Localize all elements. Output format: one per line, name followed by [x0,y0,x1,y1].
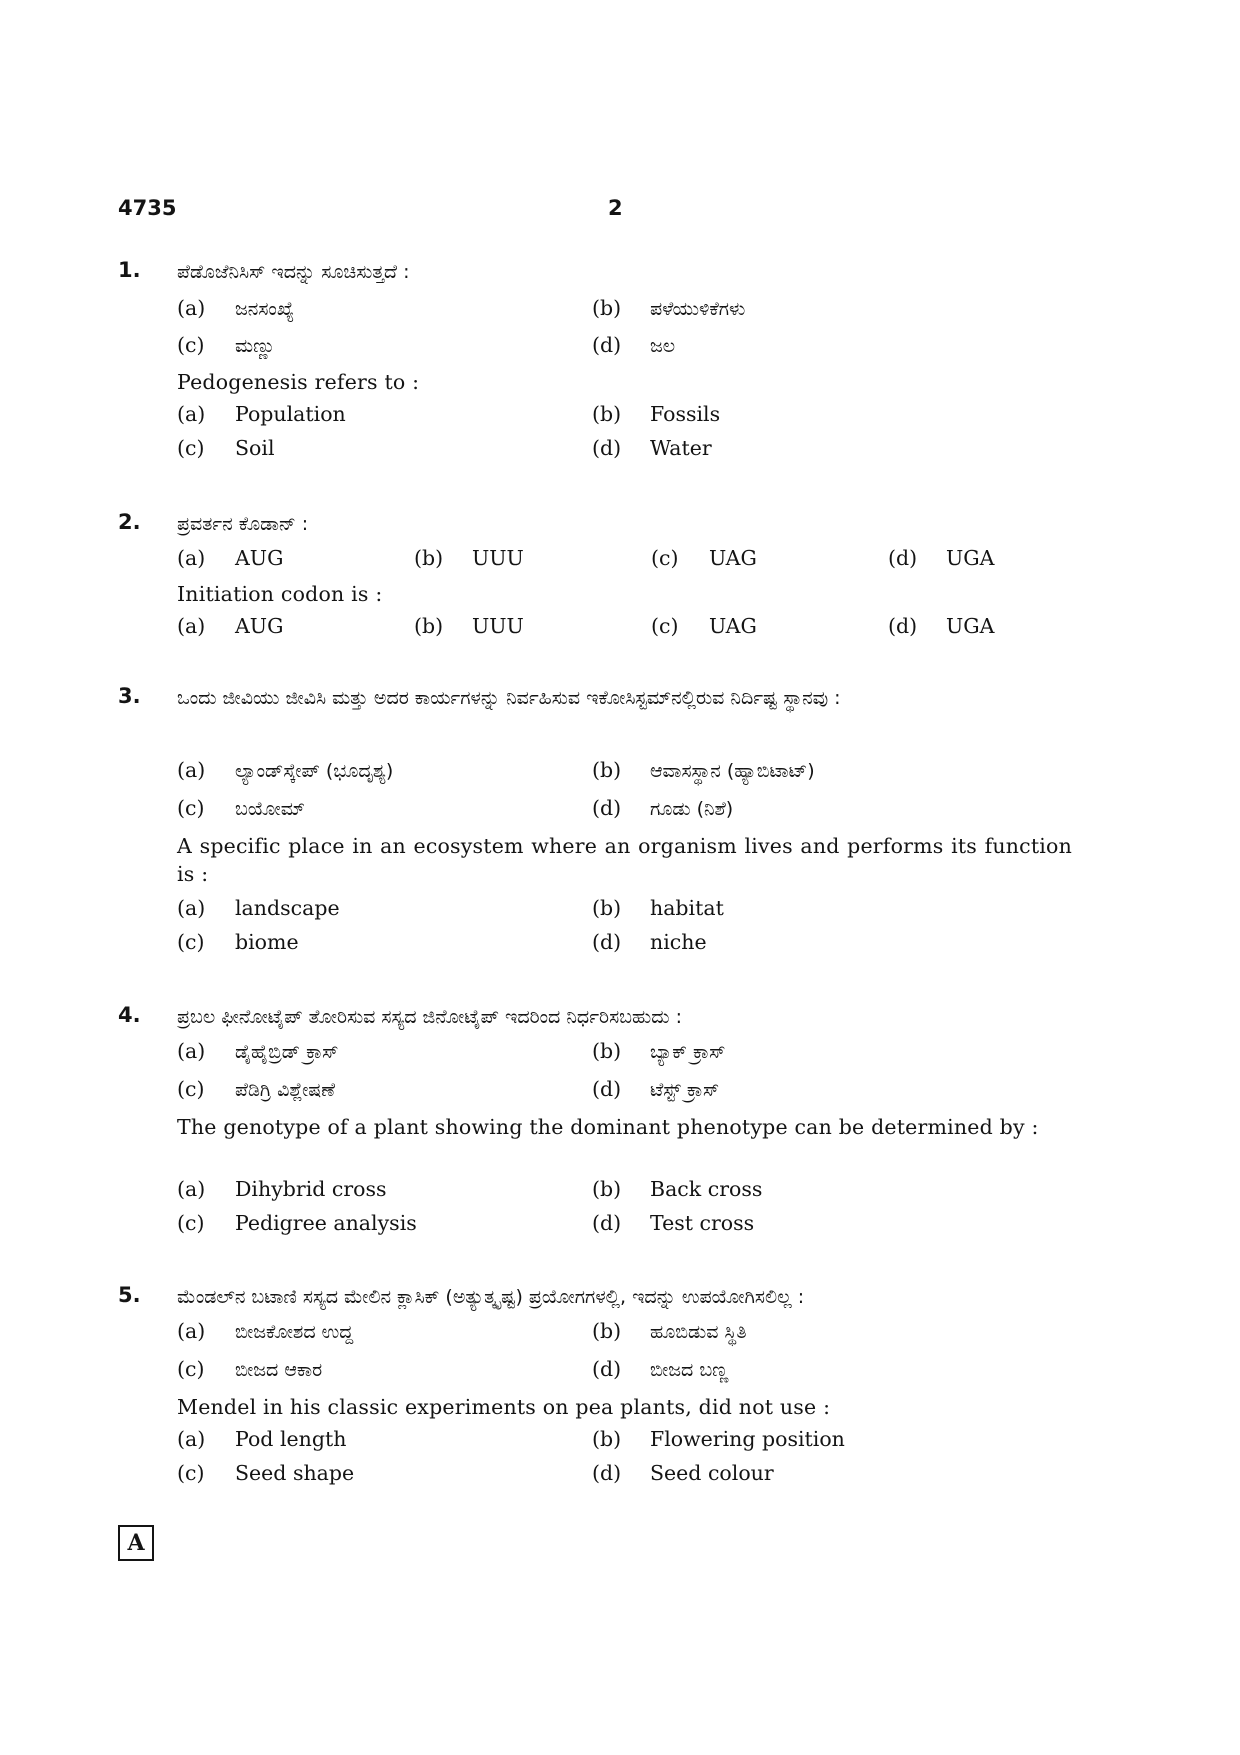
option-b: (b) ಹೂಬಿಡುವ ಸ್ಥಿತಿ [592,1319,747,1343]
option-b: (b) Fossils [592,402,721,426]
question-number: 4. [118,1003,141,1027]
option-c: (c) biome [177,930,299,954]
option-a: (a) Pod length [177,1427,347,1451]
question-stem-kannada: ಪೆಡೊಜೆನಿಸಿಸ್ ಇದನ್ನು ಸೂಚಿಸುತ್ತದೆ : [177,261,410,283]
option-row [0,402,1240,432]
option-row [0,1357,1240,1387]
page-header [0,196,1240,226]
option-a: (a) landscape [177,896,340,920]
option-c: (c) ಬೀಜದ ಆಕಾರ [177,1357,323,1381]
option-row [0,896,1240,926]
option-row [0,1039,1240,1069]
question-number: 5. [118,1283,141,1307]
question-stem-kannada: ಪ್ರವರ್ತನ ಕೊಡಾನ್ : [177,513,309,535]
option-a: (a) Dihybrid cross [177,1177,387,1201]
option-a: (a) AUG [177,614,284,638]
option-d: (d) UGA [888,614,995,638]
option-b: (b) Flowering position [592,1427,845,1451]
option-row [0,1177,1240,1207]
question-stem-english: Pedogenesis refers to : [177,370,420,394]
question-number: 2. [118,510,141,534]
option-c: (c) ಬಯೋಮ್ [177,796,305,820]
option-a: (a) ಬೀಜಕೋಶದ ಉದ್ದ [177,1319,354,1343]
question-number: 3. [118,684,141,708]
option-c: (c) Seed shape [177,1461,355,1485]
option-c: (c) ಪೆಡಿಗ್ರಿ ವಿಶ್ಲೇಷಣೆ [177,1077,336,1101]
option-row [0,1077,1240,1107]
option-row [0,758,1240,788]
option-row [0,1319,1240,1349]
series-badge: A [118,1525,154,1561]
option-d: (d) Seed colour [592,1461,774,1485]
question-stem-english: A specific place in an ecosystem where an organism lives and performs its function is : [177,834,1072,886]
option-row [0,296,1240,326]
question-stem-kannada: ಮೆಂಡಲ್‌ನ ಬಟಾಣಿ ಸಸ್ಯದ ಮೇಲಿನ ಕ್ಲಾಸಿಕ್ (ಅತ್ಯುತ್ಕೃಷ್ಟ) ಪ್ರಯೋಗಗಳಲ್ಲಿ, ಇದನ್ನು ಉಪಯೋಗಿಸಲಿಲ್ಲ : [177,1286,805,1308]
option-d: (d) Water [592,436,712,460]
option-d: (d) UGA [888,546,995,570]
option-b: (b) habitat [592,896,724,920]
option-row [0,614,1240,644]
option-row [0,546,1240,576]
question-stem-kannada: ಪ್ರಬಲ ಫೀನೋಟೈಪ್ ತೋರಿಸುವ ಸಸ್ಯದ ಜಿನೋಟೈಪ್ ಇದರಿಂದ ನಿರ್ಧರಿಸಬಹುದು : [177,1006,682,1028]
option-d: (d) ಗೂಡು (ನಿಶೆ) [592,796,734,820]
page-number: 2 [608,196,623,220]
option-a: (a) AUG [177,546,284,570]
option-b: (b) Back cross [592,1177,763,1201]
option-d: (d) Test cross [592,1211,755,1235]
option-row [0,796,1240,826]
question-stem-english: Mendel in his classic experiments on pea plants, did not use : [177,1395,831,1419]
paper-code: 4735 [118,196,177,220]
option-row [0,1461,1240,1491]
option-c: (c) Pedigree analysis [177,1211,417,1235]
option-a: (a) ಡೈಹೈಬ್ರಿಡ್ ಕ್ರಾಸ್ [177,1039,339,1063]
option-d: (d) ಜಲ [592,333,676,357]
option-a: (a) ಲ್ಯಾಂಡ್‌ಸ್ಕೇಪ್ (ಭೂದೃಶ್ಯ) [177,758,394,782]
option-b: (b) ಪಳೆಯುಳಿಕೆಗಳು [592,296,746,320]
option-a: (a) ಜನಸಂಖ್ಯೆ [177,296,295,320]
option-a: (a) Population [177,402,346,426]
option-row [0,333,1240,363]
question-stem-english: The genotype of a plant showing the dominant phenotype can be determined by : [177,1115,1039,1139]
option-d: (d) niche [592,930,707,954]
option-c: (c) UAG [651,546,757,570]
option-b: (b) UUU [414,546,524,570]
question-stem-english: Initiation codon is : [177,582,383,606]
option-d: (d) ಬೀಜದ ಬಣ್ಣ [592,1357,729,1381]
option-c: (c) UAG [651,614,757,638]
option-b: (b) UUU [414,614,524,638]
option-c: (c) Soil [177,436,275,460]
option-row [0,930,1240,960]
question-number: 1. [118,258,141,282]
question-stem-kannada: ಒಂದು ಜೀವಿಯು ಜೀವಿಸಿ ಮತ್ತು ಅದರ ಕಾರ್ಯಗಳನ್ನು ನಿರ್ವಹಿಸುವ ಇಕೋಸಿಸ್ಟಮ್‌ನಲ್ಲಿರುವ ನಿರ್ದಿಷ್ಟ ಸ್ಥಾನವು : [177,687,841,709]
option-row [0,1427,1240,1457]
option-row [0,436,1240,466]
option-row [0,1211,1240,1241]
option-b: (b) ಬ್ಯಾಕ್ ಕ್ರಾಸ್ [592,1039,726,1063]
option-b: (b) ಆವಾಸಸ್ಥಾನ (ಹ್ಯಾಬಿಟಾಟ್) [592,758,815,782]
option-c: (c) ಮಣ್ಣು [177,333,276,357]
option-d: (d) ಟೆಸ್ಟ್ ಕ್ರಾಸ್ [592,1077,720,1101]
